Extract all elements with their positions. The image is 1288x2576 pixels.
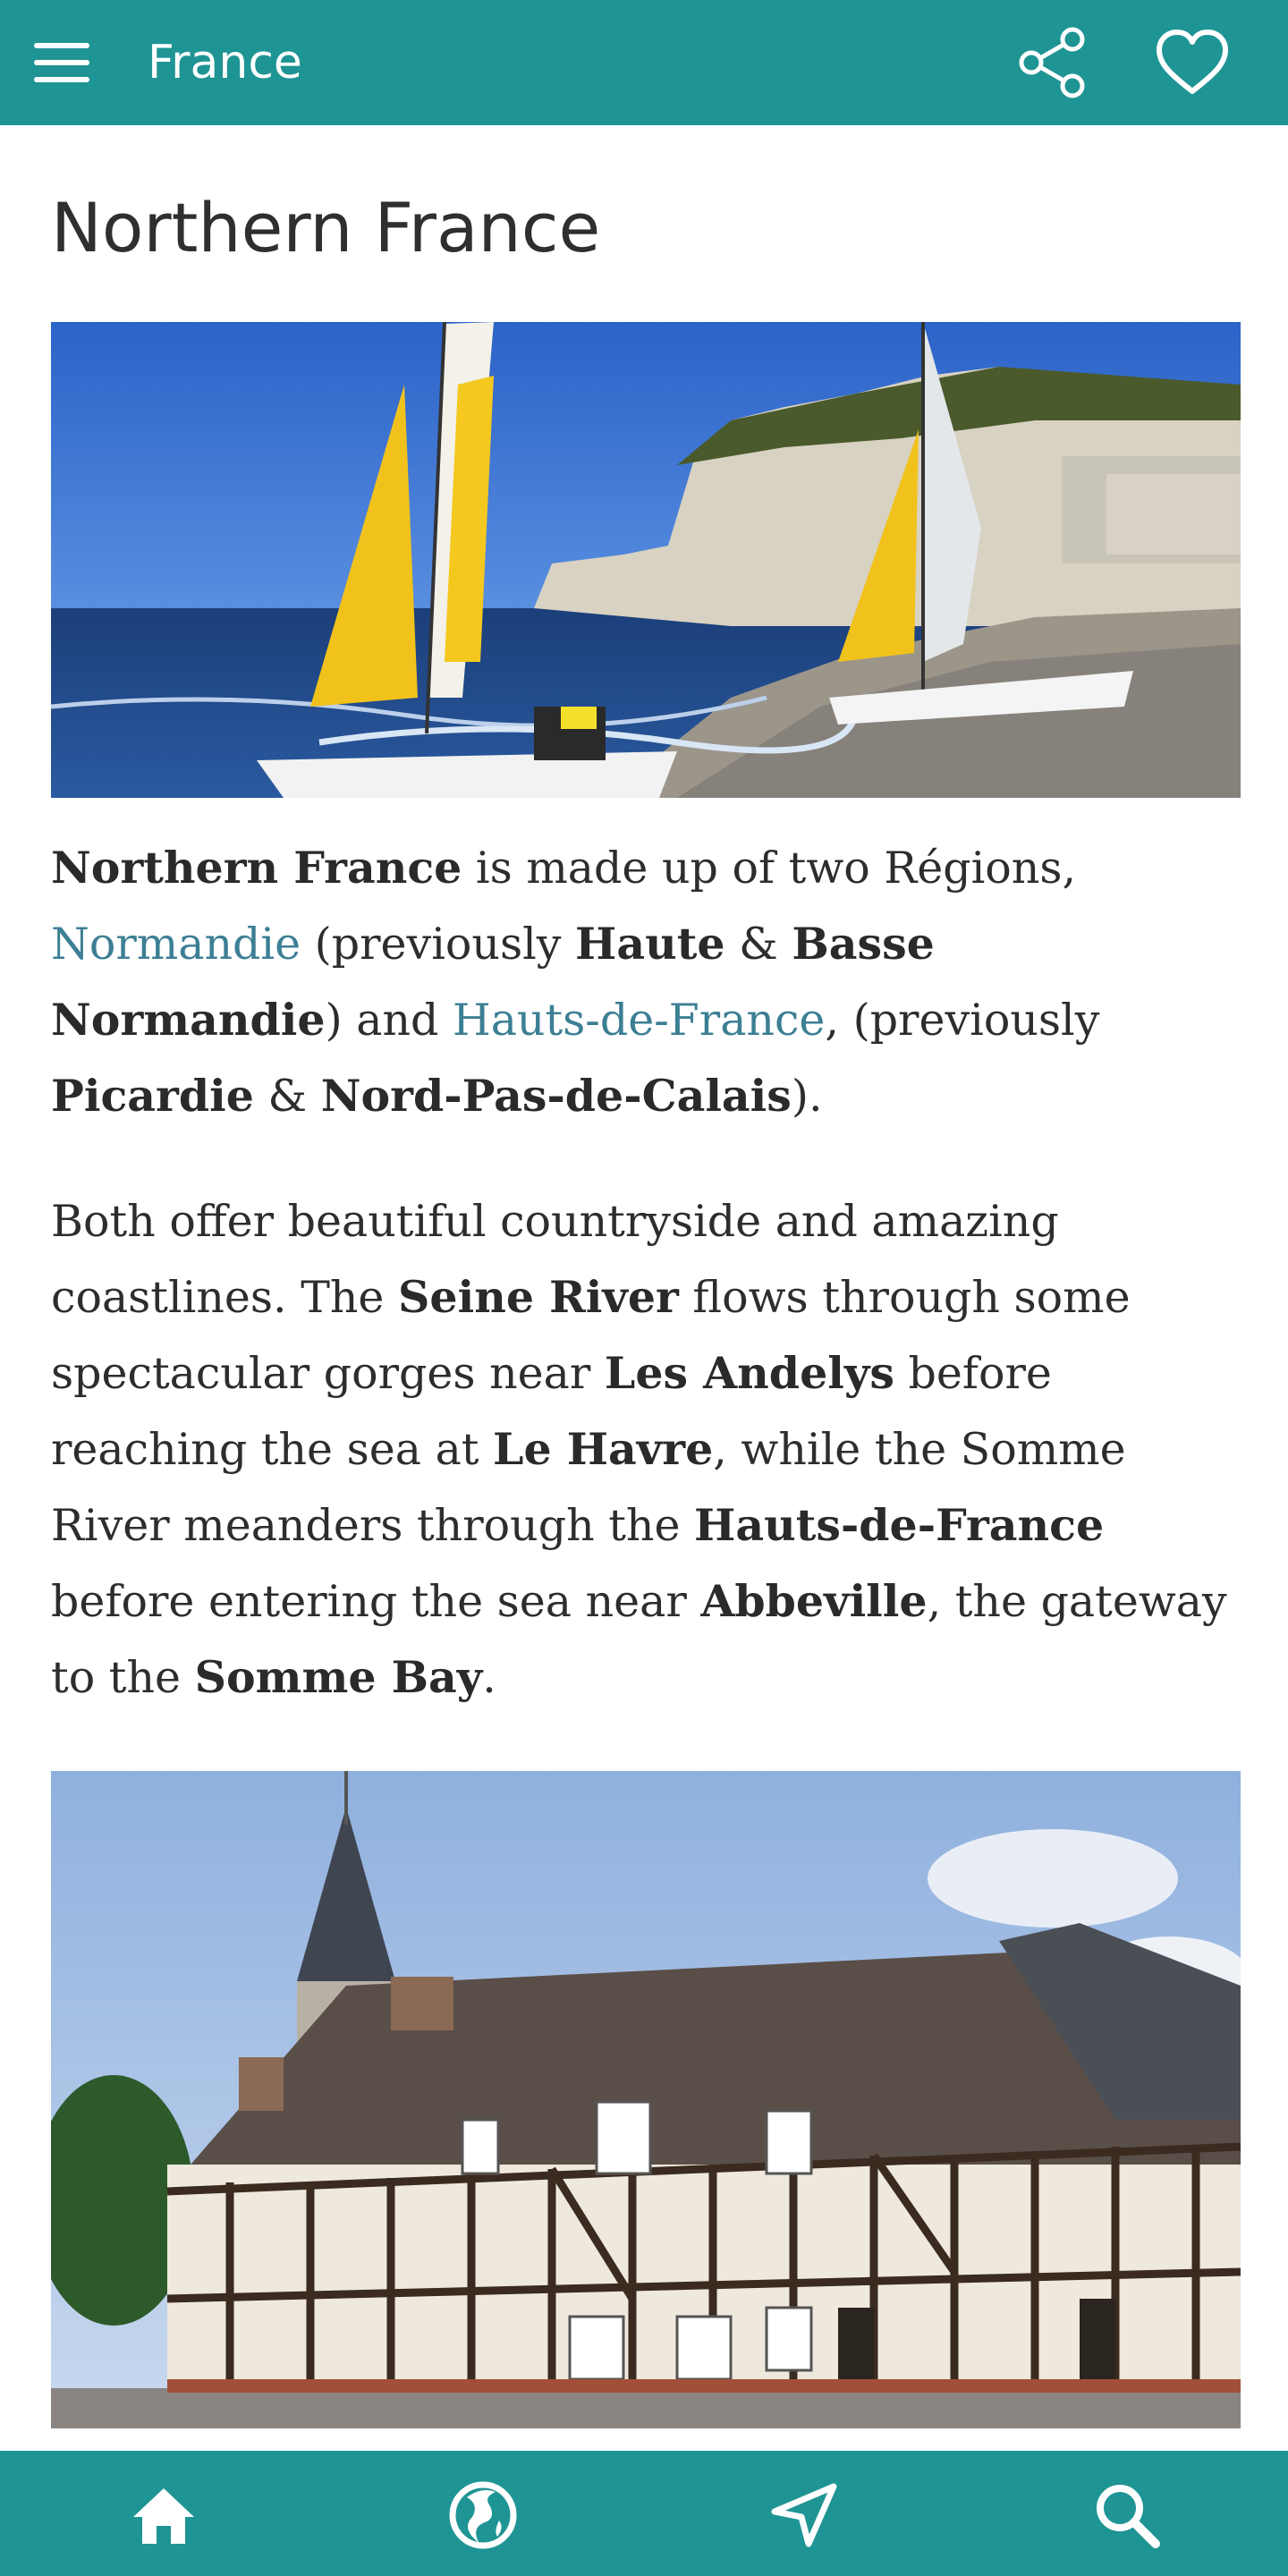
article-content	[51, 125, 1241, 2428]
nav-globe-button[interactable]	[440, 2478, 526, 2553]
share-button[interactable]	[1015, 25, 1090, 100]
bottom-navigation	[0, 2451, 1288, 2576]
navigation-arrow-icon	[762, 2478, 848, 2553]
app-title: France	[148, 36, 302, 89]
description-paragraph: Both offer beautiful countryside and amazing coastlines. The Seine River flows through some spectacular gorges near Les Andelys before reaching the sea at Le Havre, while the Somme River meanders through the Hauts-de-France before entering the sea near Abbeville, the gateway to the Somme Bay.	[51, 1196, 1227, 1703]
half-timbered-houses-photo	[51, 1771, 1241, 2428]
hauts-de-france-link[interactable]: Hauts-de-France	[452, 995, 826, 1046]
globe-icon	[440, 2478, 526, 2553]
menu-button[interactable]	[27, 32, 98, 93]
intro-paragraph: Northern France is made up of two Régions, Normandie (previously Haute & Basse Normandie) and Hauts-de-France, (previously Picardie & Nord-Pas-de-Calais).	[51, 842, 1100, 1122]
normandie-link[interactable]: Normandie	[51, 919, 301, 970]
app-bar	[0, 0, 1288, 125]
nav-search-button[interactable]	[1084, 2478, 1170, 2553]
search-icon	[1084, 2478, 1170, 2553]
nav-home-button[interactable]	[121, 2478, 207, 2553]
hamburger-menu-icon	[34, 43, 89, 48]
nav-directions-button[interactable]	[762, 2478, 848, 2553]
beach-sailboats-photo	[51, 322, 1241, 798]
home-icon	[121, 2478, 207, 2553]
heart-icon	[1154, 25, 1231, 100]
favorite-button[interactable]	[1154, 25, 1231, 100]
page-title: Northern France	[51, 188, 601, 267]
share-icon	[1015, 25, 1090, 100]
